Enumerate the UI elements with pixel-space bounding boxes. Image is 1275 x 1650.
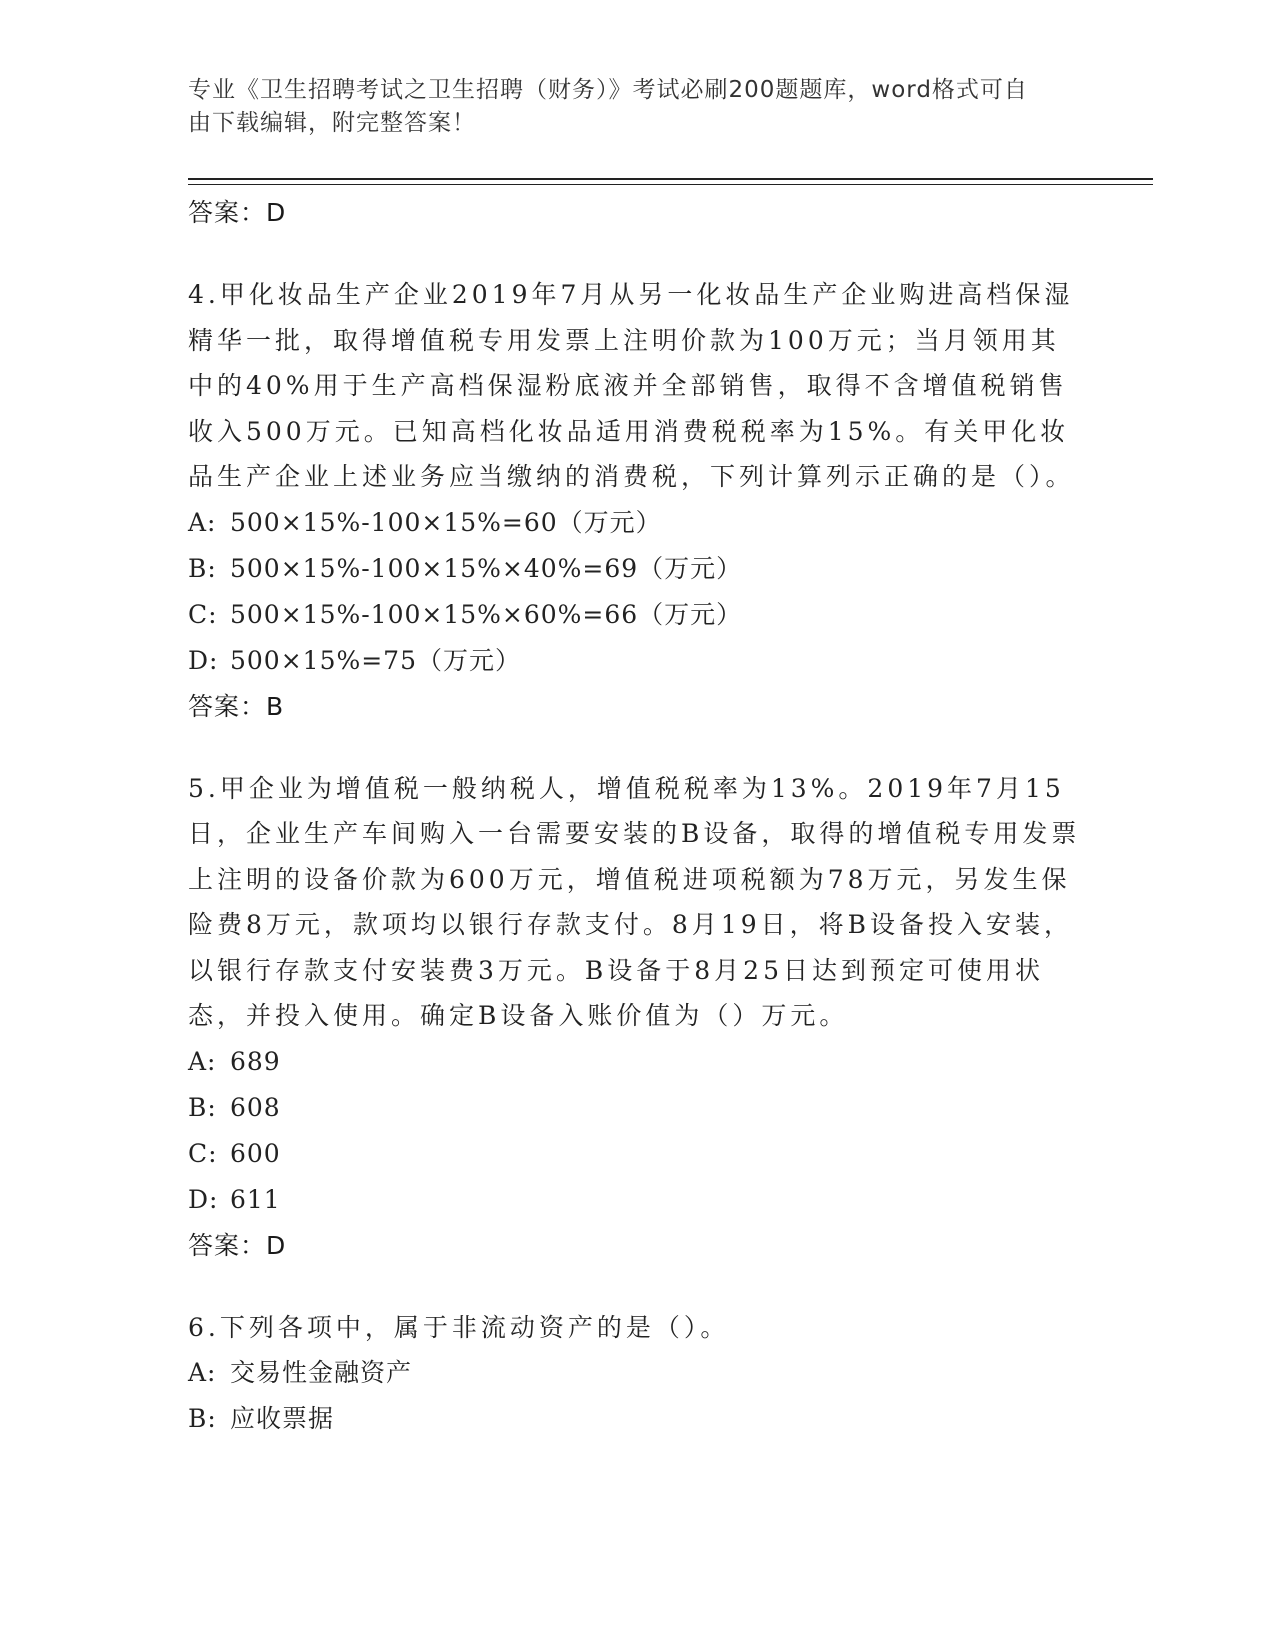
option-label: A: (188, 1358, 217, 1387)
option-text: 500×15%-100×15%=60（万元） (230, 507, 662, 537)
header-rule-thin (188, 184, 1153, 185)
option-b (188, 1085, 1088, 1131)
option-label: B: (188, 553, 217, 583)
question-stem: 4.甲化妆品生产企业2019年7月从另一化妆品生产企业购进高档保湿精华一批，取得增值税专用发票上注明价款为100万元；当月领用其中的40%用于生产高档保湿粉底液并全部销售，取得不含增值税销售收入500万元。已知高档化妆品适用消费税税率为15%。有关甲化妆品生产企业上述业务应当缴纳的消费税，下列计算列示正确的是（）。 (188, 280, 1075, 491)
option-label: A: (188, 1046, 217, 1076)
option-label: C: (188, 599, 218, 629)
option-text: 500×15%-100×15%×40%=69（万元） (230, 553, 743, 583)
document-header (188, 74, 1068, 140)
question-stem: 6.下列各项中，属于非流动资产的是（）。 (188, 1312, 730, 1342)
option-label: D: (188, 1184, 219, 1214)
option-d (188, 1177, 1088, 1223)
header-line-1: 专业《卫生招聘考试之卫生招聘（财务）》考试必刷200题题库，word格式可自 (188, 77, 1028, 103)
option-a (188, 1039, 1088, 1085)
header-rule-thick (188, 178, 1153, 180)
option-label: A: (188, 507, 217, 537)
option-c (188, 1131, 1088, 1177)
option-label: D: (188, 645, 219, 675)
option-text: 608 (230, 1092, 281, 1122)
option-label: B: (188, 1404, 217, 1433)
header-line-2: 由下载编辑，附完整答案！ (188, 110, 476, 136)
option-a (188, 1350, 1088, 1396)
question-block (188, 1305, 1088, 1443)
option-c (188, 592, 1088, 638)
option-text: 600 (230, 1138, 281, 1168)
answer-line: 答案：B (188, 691, 285, 721)
question-block (188, 766, 1088, 1269)
option-a (188, 500, 1088, 546)
option-text: 交易性金融资产 (230, 1358, 413, 1387)
question-stem: 5.甲企业为增值税一般纳税人，增值税税率为13%。2019年7月15日，企业生产车间购入一台需要安装的B设备，取得的增值税专用发票上注明的设备价款为600万元，增值税进项税额为78万元，另发生保险费8万元，款项均以银行存款支付。8月19日，将B设备投入安装，以银行存款支付安装费3万元。B设备于8月25日达到预定可使用状态，并投入使用。确定B设备入账价值为（）万元。 (188, 773, 1081, 1030)
question-block (188, 272, 1088, 730)
option-text: 500×15%-100×15%×60%=66（万元） (230, 599, 743, 629)
option-text: 611 (230, 1184, 281, 1214)
option-label: B: (188, 1092, 217, 1122)
option-b (188, 1396, 1088, 1442)
document-body (188, 190, 1088, 1442)
option-text: 应收票据 (230, 1404, 335, 1433)
option-label: C: (188, 1138, 218, 1168)
option-b (188, 546, 1088, 592)
option-d (188, 638, 1088, 684)
answer-line: 答案：D (188, 198, 287, 227)
option-text: 689 (230, 1046, 281, 1076)
answer-line: 答案：D (188, 1230, 287, 1260)
option-text: 500×15%=75（万元） (230, 645, 521, 675)
